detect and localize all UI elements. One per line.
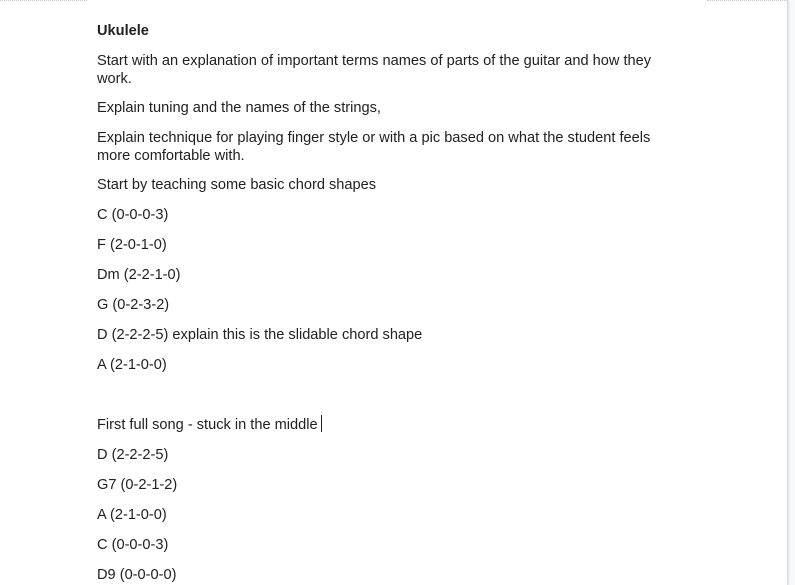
page-margin-guide-right — [707, 0, 787, 2]
empty-paragraph[interactable] — [97, 386, 687, 404]
paragraph-chord-shapes[interactable]: Start by teaching some basic chord shapes — [97, 177, 377, 193]
song-chord-line[interactable]: A (2-1-0-0) — [97, 507, 167, 523]
song-chord-line[interactable]: C (0-0-0-3) — [97, 537, 169, 553]
document-title[interactable]: Ukulele — [97, 23, 149, 39]
document-body[interactable] — [97, 22, 687, 585]
chord-line[interactable]: F (2-0-1-0) — [97, 237, 167, 253]
paragraph-tuning[interactable]: Explain tuning and the names of the strings, — [97, 100, 381, 116]
page-margin-guide-left — [0, 0, 87, 2]
song-chord-line[interactable]: D9 (0-0-0-0) — [97, 567, 177, 583]
song-chord-line[interactable]: D (2-2-2-5) — [97, 447, 169, 463]
song-heading-line[interactable] — [97, 415, 687, 434]
chord-line[interactable]: G (0-2-3-2) — [97, 297, 170, 313]
chord-line[interactable]: Dm (2-2-1-0) — [97, 267, 181, 283]
paragraph-intro[interactable]: Start with an explanation of important terms names of parts of the guitar and how they work. — [97, 53, 652, 87]
chord-line[interactable]: A (2-1-0-0) — [97, 357, 167, 373]
chord-line[interactable]: D (2-2-2-5) explain this is the slidable chord shape — [97, 327, 423, 343]
text-cursor — [321, 415, 322, 432]
song-heading[interactable]: First full song - stuck in the middle — [97, 417, 318, 433]
chord-line[interactable]: C (0-0-0-3) — [97, 207, 169, 223]
paragraph-technique[interactable]: Explain technique for playing finger style or with a pic based on what the student feels more comfortable with. — [97, 130, 651, 164]
song-chord-line[interactable]: G7 (0-2-1-2) — [97, 477, 178, 493]
